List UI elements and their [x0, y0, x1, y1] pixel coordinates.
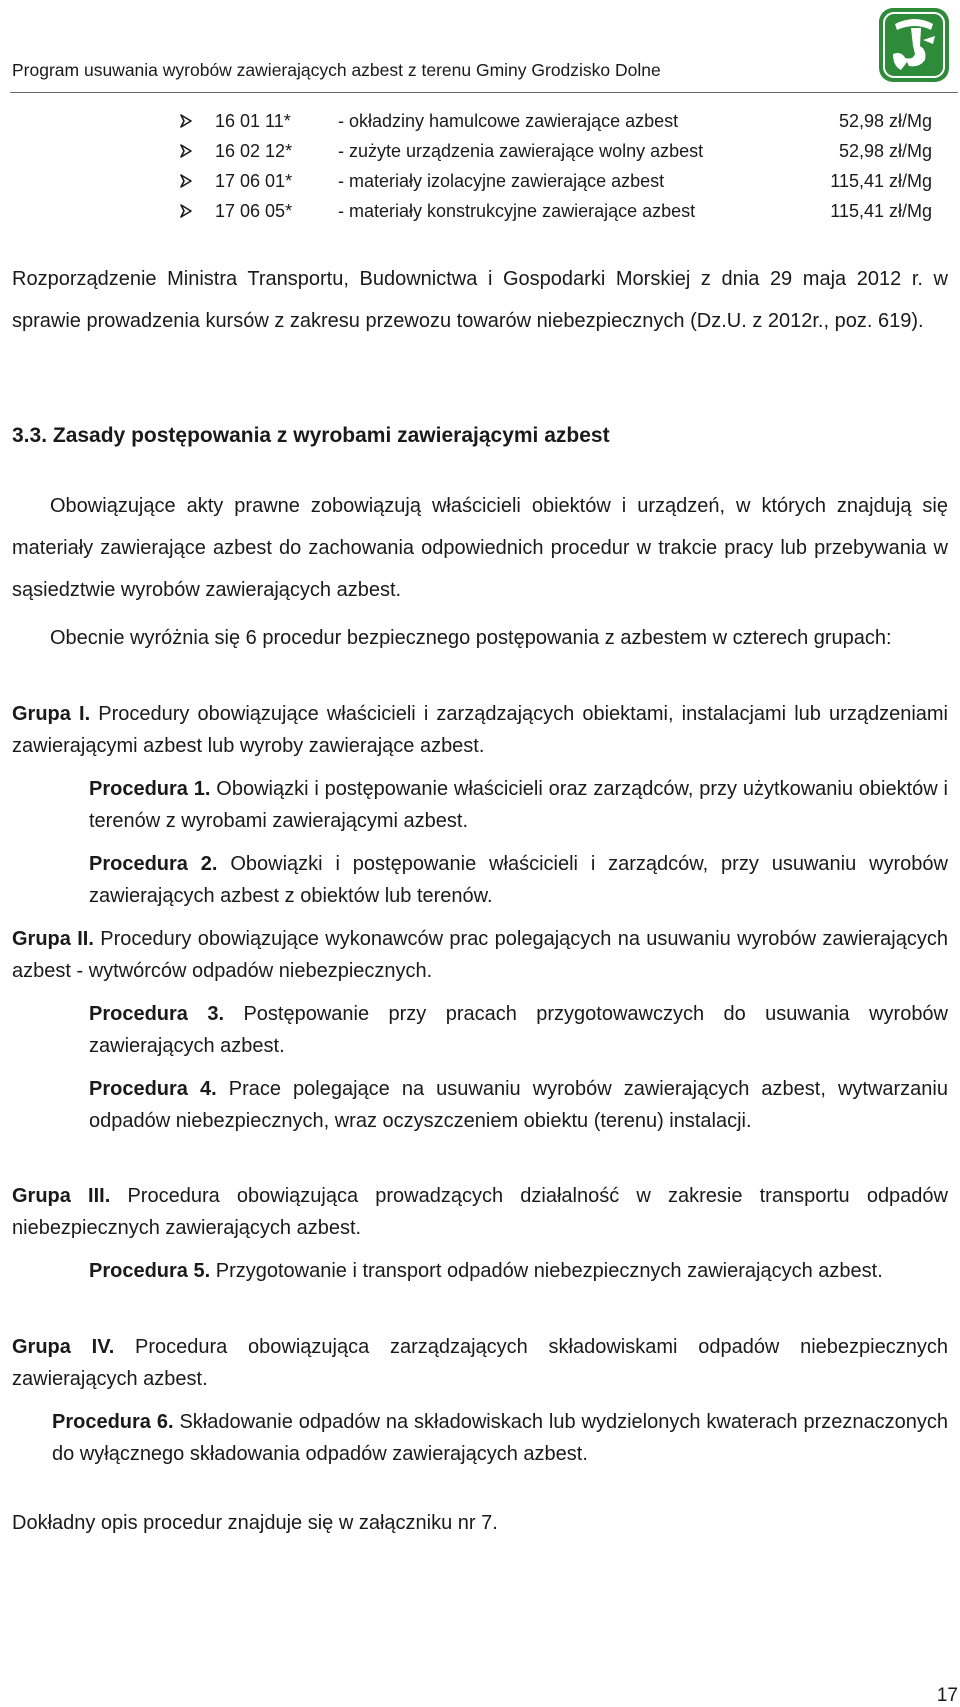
procedure-label: Procedura 6.: [52, 1411, 174, 1433]
waste-code: 16 02 12*: [215, 141, 293, 161]
procedure-label: Procedura 3.: [89, 1003, 225, 1025]
group-label: Grupa IV.: [12, 1336, 115, 1358]
page-header: [10, 0, 958, 93]
waste-price: 115,41 zł/Mg: [830, 201, 932, 221]
section-heading: 3.3. Zasady postępowania z wyrobami zawierającymi azbest: [12, 424, 610, 447]
procedure-label: Procedura 4.: [89, 1078, 217, 1100]
waste-price: 52,98 zł/Mg: [838, 111, 932, 131]
waste-description: - materiały izolacyjne zawierające azbest: [338, 171, 665, 191]
procedure-text: Składowanie odpadów na składowiskach lub wydzielonych kwaterach przeznaczonych do wyłącznego składowania odpadów zawierających azbest.: [52, 1411, 948, 1465]
procedure-label: Procedura 2.: [89, 853, 218, 875]
group-2: [12, 923, 948, 987]
list-item: [12, 166, 948, 196]
list-item: [12, 196, 948, 226]
group-label: Grupa III.: [12, 1185, 111, 1207]
list-item: [12, 106, 948, 136]
arrow-bullet-icon: [178, 196, 196, 226]
procedure-text: Obowiązki i postępowanie właścicieli oraz zarządców, przy użytkowaniu obiektów i terenów z wyrobami zawierającymi azbest.: [89, 778, 948, 832]
procedure-text: Przygotowanie i transport odpadów niebezpiecznych zawierających azbest.: [210, 1260, 883, 1282]
procedure-6: [52, 1406, 948, 1470]
waste-code: 17 06 05*: [215, 201, 293, 221]
procedure-label: Procedura 5.: [89, 1260, 211, 1282]
arrow-bullet-icon: [178, 166, 196, 196]
group-text: Procedury obowiązujące wykonawców prac polegających na usuwaniu wyrobów zawierających azbest - wytwórców odpadów niebezpiecznych.: [12, 928, 948, 982]
procedure-label: Procedura 1.: [89, 778, 211, 800]
procedure-3: [89, 998, 948, 1062]
procedure-text: Obowiązki i postępowanie właścicieli i zarządców, przy usuwaniu wyrobów zawierających azbest z obiektów lub terenów.: [89, 853, 948, 907]
procedure-4: [89, 1073, 948, 1137]
procedure-2: [89, 848, 948, 912]
procedure-5: [89, 1255, 948, 1287]
procedures-intro-paragraph: Obecnie wyróżnia się 6 procedur bezpiecznego postępowania z azbestem w czterech grupach:: [50, 627, 892, 649]
procedure-text: Postępowanie przy pracach przygotowawczych do usuwania wyrobów zawierających azbest.: [89, 1003, 949, 1057]
procedure-1: [89, 773, 948, 837]
waste-code: 17 06 01*: [215, 171, 293, 191]
page-number: 17: [936, 1685, 958, 1706]
group-text: Procedura obowiązująca prowadzących działalność w zakresie transportu odpadów niebezpiecznych zawierających azbest.: [12, 1185, 948, 1239]
waste-price: 115,41 zł/Mg: [830, 171, 932, 191]
group-1: [12, 698, 948, 762]
waste-description: - okładziny hamulcowe zawierające azbest: [338, 111, 679, 131]
arrow-bullet-icon: [178, 106, 196, 136]
arrow-bullet-icon: [178, 136, 196, 166]
group-3: [12, 1180, 948, 1244]
waste-price-list: [12, 106, 948, 226]
appendix-note: Dokładny opis procedur znajduje się w załączniku nr 7.: [12, 1512, 498, 1534]
intro-paragraph: Obowiązujące akty prawne zobowiązują właścicieli obiektów i urządzeń, w których znajdują się materiały zawierające azbest do zachowania odpowiednich procedur w trakcie pracy lub przebywania w sąsiedztwie wyrobów zawierających azbest.: [12, 495, 948, 601]
list-item: [12, 136, 948, 166]
regulation-reference: Rozporządzenie Ministra Transportu, Budownictwa i Gospodarki Morskiej z dnia 29 maja 2012 r. w sprawie prowadzenia kursów z zakresu przewozu towarów niebezpiecznych (Dz.U. z 2012r., poz. 619).: [12, 268, 948, 332]
group-4: [12, 1331, 948, 1395]
group-text: Procedura obowiązująca zarządzających składowiskami odpadów niebezpiecznych zawierających azbest.: [12, 1336, 948, 1390]
waste-description: - zużyte urządzenia zawierające wolny azbest: [338, 141, 704, 161]
municipal-logo-icon: [875, 6, 953, 84]
waste-description: - materiały konstrukcyjne zawierające azbest: [338, 201, 696, 221]
document-title: Program usuwania wyrobów zawierających azbest z terenu Gminy Grodzisko Dolne: [12, 60, 661, 80]
group-label: Grupa I.: [12, 703, 91, 725]
waste-code: 16 01 11*: [215, 111, 291, 131]
procedure-text: Prace polegające na usuwaniu wyrobów zawierających azbest, wytwarzaniu odpadów niebezpiecznych, wraz oczyszczeniem obiektu (terenu) instalacji.: [89, 1078, 948, 1132]
waste-price: 52,98 zł/Mg: [838, 141, 932, 161]
group-label: Grupa II.: [12, 928, 94, 950]
group-text: Procedury obowiązujące właścicieli i zarządzających obiektami, instalacjami lub urządzeniami zawierającymi azbest lub wyroby zawierające azbest.: [12, 703, 948, 757]
